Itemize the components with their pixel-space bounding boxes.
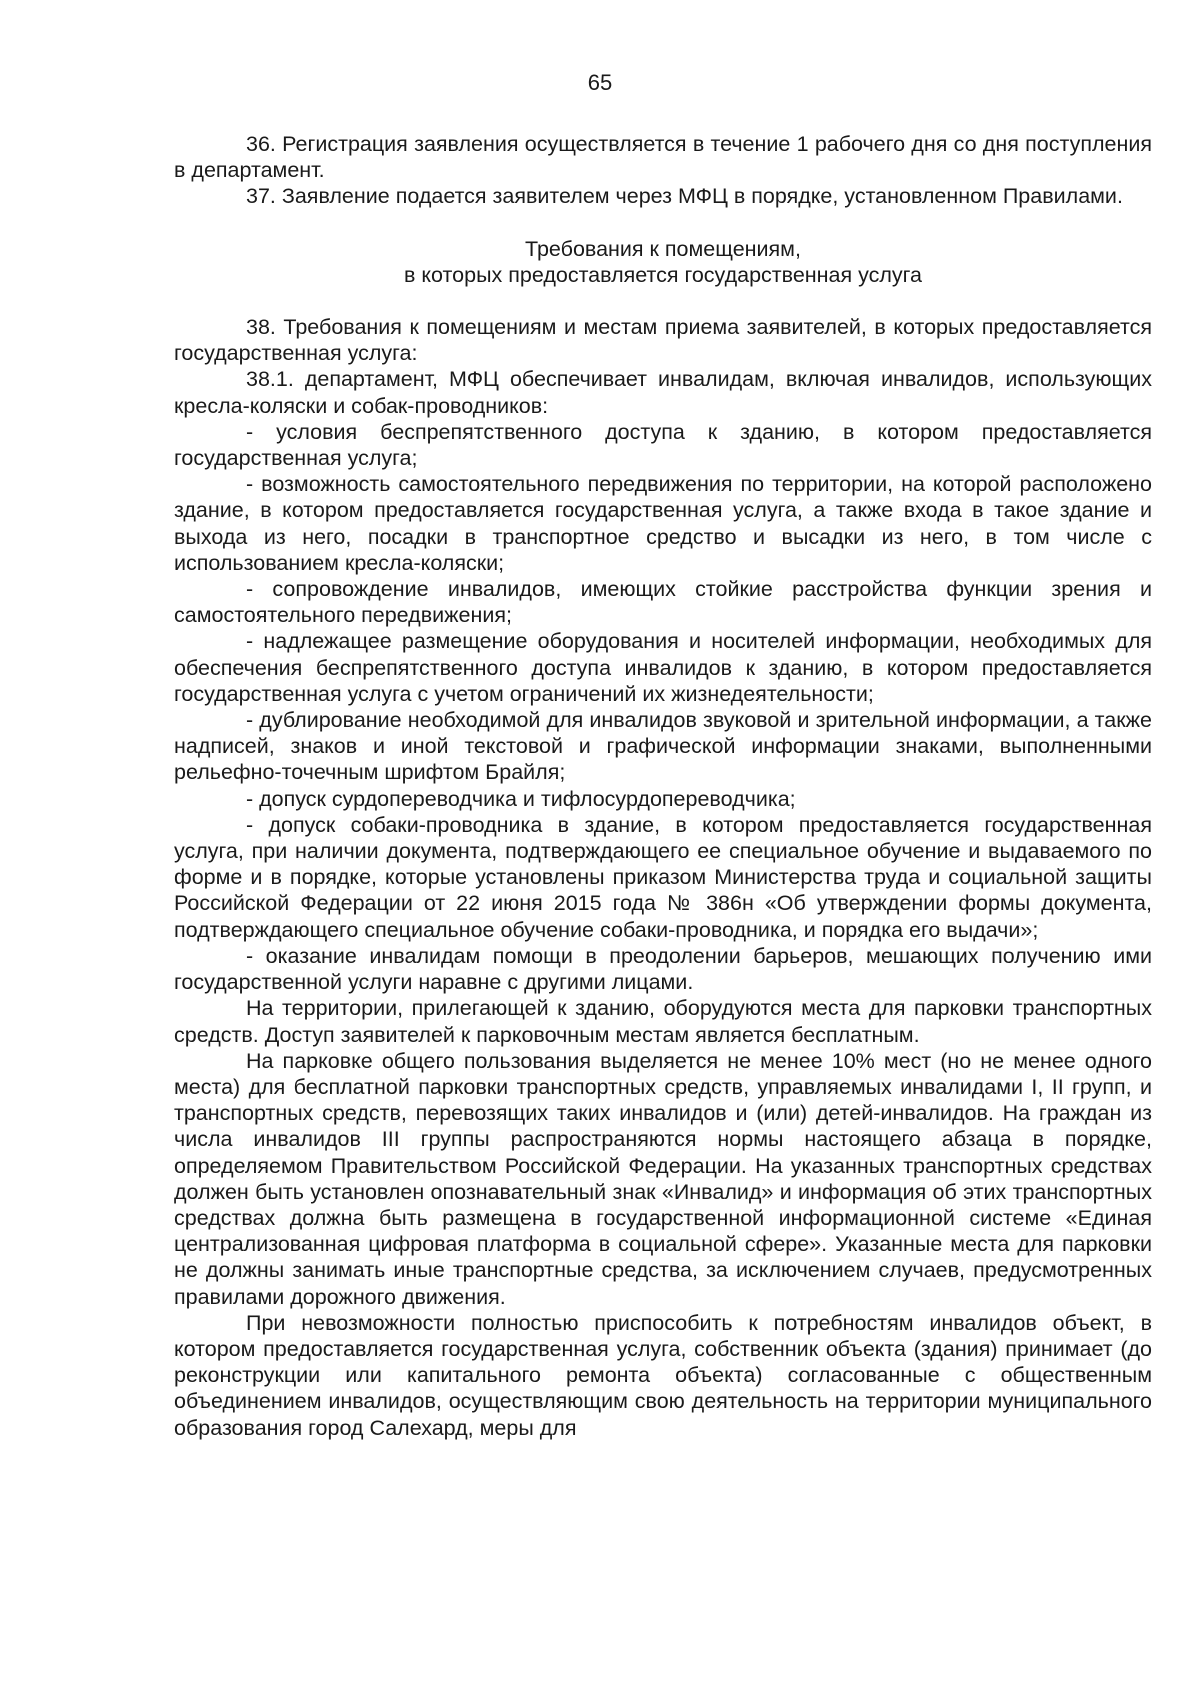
list-item-duplication: - дублирование необходимой для инвалидов звуковой и зрительной информации, а также надписей, знаков и иной текстовой и графической информации знаками, выполненными рельефно-точечным шрифтом Брайля; bbox=[174, 708, 1152, 785]
paragraph-38: 38. Требования к помещениям и местам приема заявителей, в которых предоставляется государственная услуга: bbox=[174, 315, 1152, 366]
section-heading-line-1: Требования к помещениям, bbox=[525, 236, 801, 261]
list-item-access-conditions: - условия беспрепятственного доступа к зданию, в котором предоставляется государственная услуга; bbox=[174, 419, 1152, 471]
document-body bbox=[174, 131, 1152, 1441]
paragraph-adaptation-impossible: При невозможности полностью приспособить к потребностям инвалидов объект, в котором предоставляется государственная услуга, собственник объекта (здания) принимает (до реконструкции или капитального ремонта объекта) согласованные с общественным объединением инвалидов, осуществляющим свою деятельность на территории муниципального образования город Салехард, меры для bbox=[174, 1310, 1152, 1440]
section-heading-line-2: в которых предоставляется государственная услуга bbox=[404, 262, 922, 287]
paragraph-38-1: 38.1. департамент, МФЦ обеспечивает инвалидам, включая инвалидов, использующих кресла-коляски и собак-проводников: bbox=[174, 367, 1152, 418]
paragraph-parking-share: На парковке общего пользования выделяется не менее 10% мест (но не менее одного места) для бесплатной парковки транспортных средств, управляемых инвалидами I, II групп, и транспортных средств, перевозящих таких инвалидов и (или) детей-инвалидов. На граждан из числа инвалидов III группы распространяются нормы настоящего абзаца в порядке, определяемом Правительством Российской Федерации. На указанных транспортных средствах должен быть установлен опознавательный знак «Инвалид» и информация об этих транспортных средствах должна быть размещена в государственной информационной системе «Единая централизованная цифровая платформа в социальной сфере». Указанные места для парковки не должны занимать иные транспортные средства, за исключением случаев, предусмотренных правилами дорожного движения. bbox=[174, 1048, 1152, 1309]
page-number: 65 bbox=[587, 70, 613, 95]
list-item-escort: - сопровождение инвалидов, имеющих стойкие расстройства функции зрения и самостоятельного передвижения; bbox=[174, 577, 1152, 628]
paragraph-37: 37. Заявление подается заявителем через МФЦ в порядке, установленном Правилами. bbox=[246, 184, 1123, 209]
section-heading bbox=[174, 236, 1152, 288]
paragraph-parking-territory: На территории, прилегающей к зданию, оборудуются места для парковки транспортных средств. Доступ заявителей к парковочным местам является бесплатным. bbox=[174, 996, 1152, 1047]
list-item-assistance: - оказание инвалидам помощи в преодолении барьеров, мешающих получению ими государственной услуги наравне с другими лицами. bbox=[174, 943, 1152, 995]
list-item-equipment-placement: - надлежащее размещение оборудования и носителей информации, необходимых для обеспечения беспрепятственного доступа инвалидов к зданию, в котором предоставляется государственная услуга с учетом ограничений их жизнедеятельности; bbox=[174, 629, 1152, 706]
list-item-independent-movement: - возможность самостоятельного передвижения по территории, на которой расположено здание, в котором предоставляется государственная услуга, а также входа в такое здание и выхода из него, посадки в транспортное средство и высадки из него, в том числе с использованием кресла-коляски; bbox=[174, 472, 1152, 575]
paragraph-36: 36. Регистрация заявления осуществляется в течение 1 рабочего дня со дня поступления в департамент. bbox=[174, 132, 1152, 183]
list-item-interpreter: - допуск сурдопереводчика и тифлосурдопереводчика; bbox=[246, 786, 796, 811]
list-item-guide-dog: - допуск собаки-проводника в здание, в котором предоставляется государственная услуга, при наличии документа, подтверждающего ее специальное обучение и выдаваемого по форме и в порядке, которые установлены приказом Министерства труда и социальной защиты Российской Федерации от 22 июня 2015 года № 386н «Об утверждении формы документа, подтверждающего специальное обучение собаки-проводника, и порядка его выдачи»; bbox=[174, 812, 1152, 942]
